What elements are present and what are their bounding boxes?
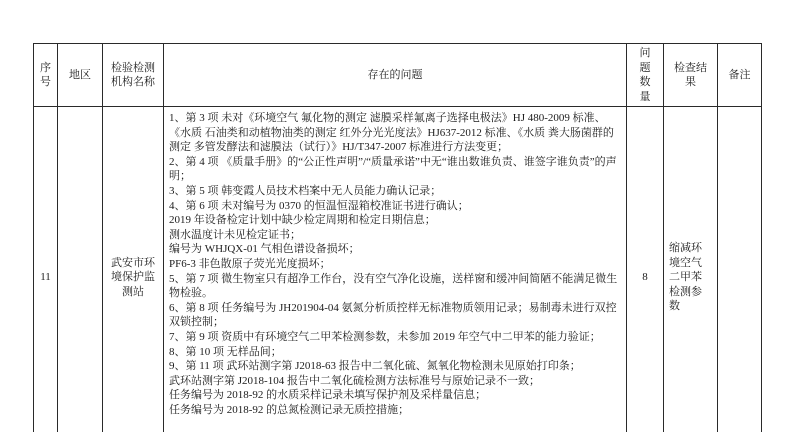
problem-line: 8、第 10 项 无样品间； <box>169 345 282 358</box>
problem-line: 2019 年设备检定计划中缺少检定周期和检定日期信息； <box>169 214 436 227</box>
problem-line: PF6-3 非色散原子荧光光度损坏； <box>169 257 331 270</box>
cell-remark <box>718 107 762 432</box>
header-result: 检查结果 <box>664 44 718 107</box>
header-index: 序号 <box>34 44 58 107</box>
cell-region <box>58 107 103 432</box>
table-header-row <box>34 44 762 107</box>
cell-index: 11 <box>34 107 58 432</box>
cell-problems <box>164 107 627 432</box>
problem-line: 任务编号为 2018-92 的水质采样记录未填写保护剂及采样量信息； <box>169 389 487 402</box>
cell-count: 8 <box>627 107 664 432</box>
problem-line: 任务编号为 2018-92 的总氮检测记录无质控措施； <box>169 403 410 416</box>
problem-line: 5、第 7 项 微生物室只有超净工作台，没有空气净化设施，送样窗和缓冲间简陋不能满足微生物检验。 <box>169 272 618 300</box>
cell-agency: 武安市环境保护监测站 <box>103 107 164 432</box>
problem-line: 9、第 11 项 武环站测字第 J2018-63 报告中二氧化硫、氮氧化物检测未见原始打印条； <box>169 360 581 373</box>
header-agency: 检验检测机构名称 <box>103 44 164 107</box>
problem-line: 7、第 9 项 资质中有环境空气二甲苯检测参数，未参加 2019 年空气中二甲苯的能力验证； <box>169 330 601 343</box>
cell-result: 缩减环境空气二甲苯检测参数 <box>664 107 718 432</box>
problem-line: 1、第 3 项 未对《环境空气 氟化物的测定 滤膜采样氟离子选择电极法》HJ 480-2009 标准、《水质 石油类和动植物油类的测定 红外分光光度法》HJ637-2012 标准、《水质 粪大肠菌群的测定 多管发酵法和滤膜法（试行）》HJ/T347-2007 标准进行方法变更； <box>169 112 614 154</box>
inspection-table <box>33 43 762 432</box>
problem-line: 2、第 4 项 《质量手册》的“公正性声明”/“质量承诺”中无“谁出数谁负责、谁签字谁负责”的声明； <box>169 155 617 183</box>
header-remark: 备注 <box>718 44 762 107</box>
problem-line: 编号为 WHJQX-01 气相色谱设备损坏； <box>169 243 360 256</box>
header-count: 问题数量 <box>627 44 664 107</box>
problem-line: 武环站测字第 J2018-104 报告中二氧化硫检测方法标准号与原始记录不一致； <box>169 374 540 387</box>
problem-line: 6、第 8 项 任务编号为 JH201904-04 氨氮分析质控样无标准物质领用记录；易制毒未进行双控双锁控制； <box>169 301 617 329</box>
problem-line: 3、第 5 项 韩变霞人员技术档案中无人员能力确认记录； <box>169 184 442 197</box>
problem-line: 4、第 6 项 未对编号为 0370 的恒温恒湿箱校准证书进行确认； <box>169 199 469 212</box>
header-problems: 存在的问题 <box>164 44 627 107</box>
table-row <box>34 107 762 432</box>
header-region: 地区 <box>58 44 103 107</box>
problem-line: 测水温度计未见检定证书； <box>169 228 301 241</box>
